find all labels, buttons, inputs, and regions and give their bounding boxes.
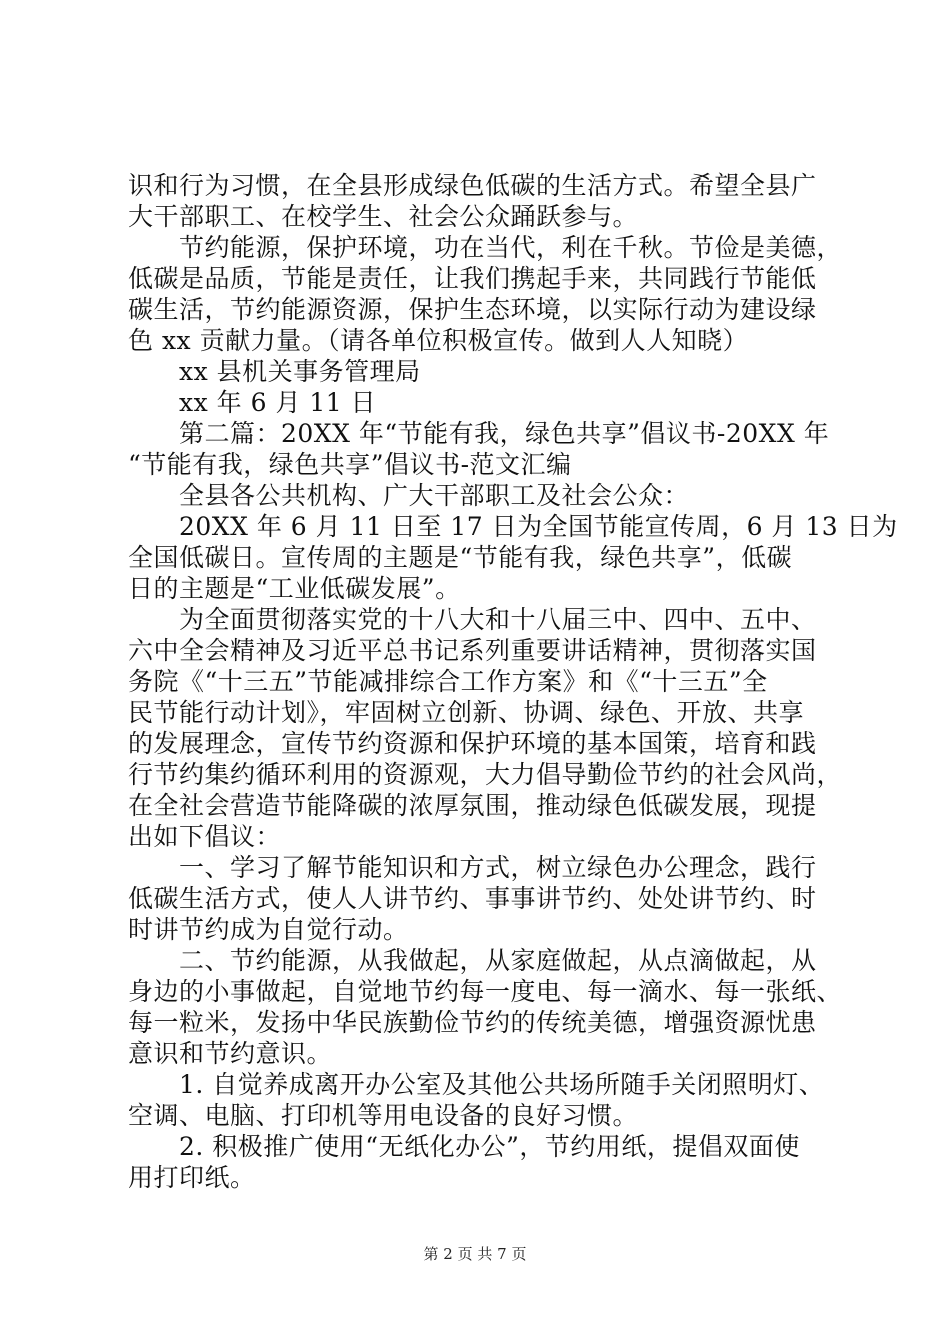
text-line: 务院《“十三五”节能减排综合工作方案》和《“十三五”全	[128, 667, 768, 696]
text-line: xx 县机关事务管理局	[128, 357, 421, 386]
text-line: xx 年 6 月 11 日	[128, 388, 377, 417]
text-line: 六中全会精神及习近平总书记系列重要讲话精神，贯彻落实国	[128, 636, 817, 665]
text-line: 全国低碳日。宣传周的主题是“节能有我，绿色共享”，低碳	[128, 543, 793, 572]
text-line: 用打印纸。	[128, 1163, 256, 1192]
text-line: 行节约集约循环利用的资源观，大力倡导勤俭节约的社会风尚，	[128, 760, 843, 789]
text-line: 在全社会营造节能降碳的浓厚氛围，推动绿色低碳发展，现提	[128, 791, 817, 820]
text-line: 识和行为习惯，在全县形成绿色低碳的生活方式。希望全县广	[128, 171, 817, 200]
text-line: 低碳生活方式，使人人讲节约、事事讲节约、处处讲节约、时	[128, 884, 817, 913]
text-line: 意识和节约意识。	[128, 1039, 333, 1068]
text-line: 一、学习了解节能知识和方式，树立绿色办公理念，践行	[128, 853, 817, 882]
text-line: 日的主题是“工业低碳发展”。	[128, 574, 461, 603]
page-number-footer: 第 2 页 共 7 页	[423, 1245, 527, 1263]
text-line: 身边的小事做起，自觉地节约每一度电、每一滴水、每一张纸、	[128, 977, 843, 1006]
text-line: 每一粒米，发扬中华民族勤俭节约的传统美德，增强资源忧患	[128, 1008, 817, 1037]
text-line: 出如下倡议：	[128, 822, 282, 851]
text-line: 二、节约能源，从我做起，从家庭做起，从点滴做起，从	[128, 946, 817, 975]
text-line: 为全面贯彻落实党的十八大和十八届三中、四中、五中、	[128, 605, 817, 634]
text-line: 色 xx 贡献力量。（请各单位积极宣传。做到人人知晓）	[128, 326, 749, 355]
text-line: 空调、电脑、打印机等用电设备的良好习惯。	[128, 1101, 639, 1130]
text-line: 大干部职工、在校学生、社会公众踊跃参与。	[128, 202, 639, 231]
section-heading-line: “节能有我，绿色共享”倡议书-范文汇编	[128, 450, 572, 479]
text-line: 时讲节约成为自觉行动。	[128, 915, 409, 944]
document-body	[128, 170, 898, 1193]
text-line: 的发展理念，宣传节约资源和保护环境的基本国策，培育和践	[128, 729, 817, 758]
text-line: 全县各公共机构、广大干部职工及社会公众：	[128, 481, 690, 510]
text-line: 碳生活，节约能源资源，保护生态环境，以实际行动为建设绿	[128, 295, 817, 324]
text-line: 20XX 年 6 月 11 日至 17 日为全国节能宣传周，6 月 13 日为	[128, 512, 898, 541]
text-line: 低碳是品质，节能是责任，让我们携起手来，共同践行节能低	[128, 264, 817, 293]
text-line: 民节能行动计划》，牢固树立创新、协调、绿色、开放、共享	[128, 698, 805, 727]
text-line: 1. 自觉养成离开办公室及其他公共场所随手关闭照明灯、	[128, 1070, 825, 1099]
text-line: 2. 积极推广使用“无纸化办公”，节约用纸，提倡双面使	[128, 1132, 800, 1161]
section-heading-line: 第二篇：20XX 年“节能有我，绿色共享”倡议书-20XX 年	[128, 419, 830, 448]
text-line: 节约能源，保护环境，功在当代，利在千秋。节俭是美德，	[128, 233, 843, 262]
